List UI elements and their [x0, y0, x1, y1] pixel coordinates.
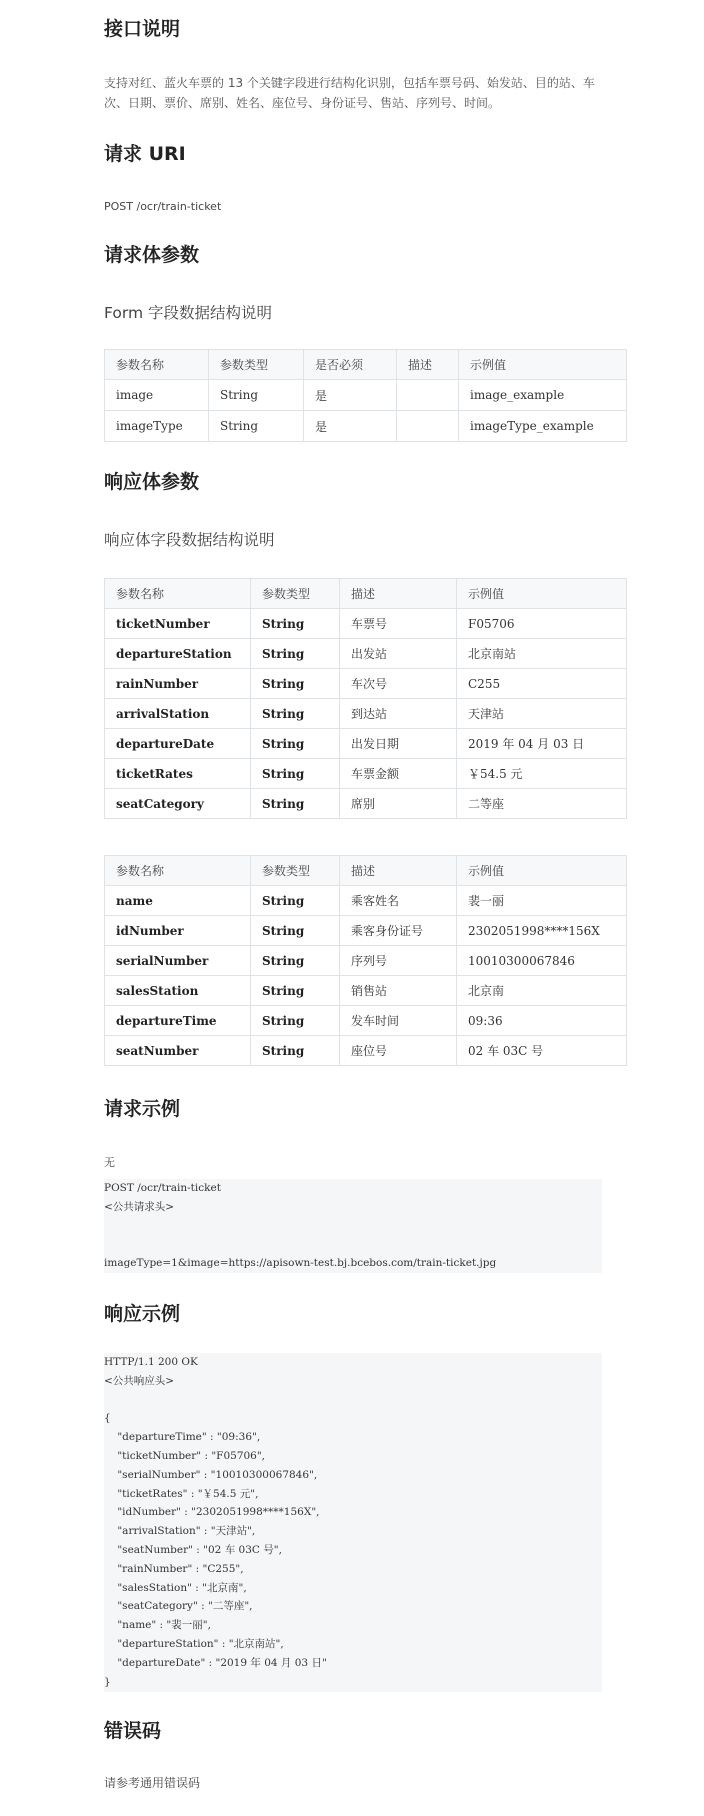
code-line: <公共请求头>	[104, 1200, 175, 1213]
header-cell: 示例值	[457, 579, 627, 609]
cell: departureDate	[105, 729, 251, 759]
cell: 乘客身份证号	[340, 916, 457, 946]
cell: 裴一丽	[457, 886, 627, 916]
code-line: "salesStation" : "北京南",	[104, 1581, 247, 1594]
table-row	[105, 380, 627, 411]
table-header-row	[105, 350, 627, 380]
code-line: HTTP/1.1 200 OK	[104, 1356, 198, 1368]
cell: C255	[457, 669, 627, 699]
code-line: POST /ocr/train-ticket	[104, 1182, 221, 1194]
error-code-description: 请参考通用错误码	[104, 1776, 201, 1790]
header-cell: 示例值	[457, 856, 627, 886]
header-cell: 参数类型	[251, 856, 340, 886]
cell: seatCategory	[105, 789, 251, 819]
cell: 席别	[340, 789, 457, 819]
cell: 座位号	[340, 1036, 457, 1066]
request-uri-value: POST /ocr/train-ticket	[104, 200, 222, 213]
cell	[397, 411, 459, 442]
cell: 北京南站	[457, 639, 627, 669]
cell: String	[251, 1036, 340, 1066]
table-row	[105, 669, 627, 699]
cell: 乘客姓名	[340, 886, 457, 916]
cell: seatNumber	[105, 1036, 251, 1066]
header-cell: 参数名称	[105, 579, 251, 609]
request-code-block	[104, 1179, 602, 1273]
cell: departureTime	[105, 1006, 251, 1036]
cell: String	[251, 976, 340, 1006]
error-code-heading: 错误码	[104, 1720, 162, 1742]
cell: String	[251, 759, 340, 789]
interface-heading: 接口说明	[104, 18, 181, 40]
table-header-row	[105, 579, 627, 609]
code-line: "departureTime" : "09:36",	[104, 1431, 261, 1444]
cell: ￥54.5 元	[457, 759, 627, 789]
cell	[397, 380, 459, 411]
cell: String	[251, 639, 340, 669]
header-cell: 描述	[397, 350, 459, 380]
interface-description: 支持对红、蓝火车票的 13 个关键字段进行结构化识别，包括车票号码、始发站、目的站、车次、日期、票价、席别、姓名、座位号、身份证号、售站、序列号、时间。	[104, 76, 595, 110]
code-line: {	[104, 1412, 111, 1425]
cell: rainNumber	[105, 669, 251, 699]
cell: name	[105, 886, 251, 916]
cell: String	[251, 699, 340, 729]
header-cell: 参数名称	[105, 856, 251, 886]
cell: String	[251, 609, 340, 639]
cell: 出发站	[340, 639, 457, 669]
code-line	[104, 1391, 602, 1410]
response-body-heading: 响应体参数	[104, 471, 200, 493]
table-row	[105, 729, 627, 759]
code-line: imageType=1&image=https://apisown-test.bj.bcebos.com/train-ticket.jpg	[104, 1257, 497, 1270]
cell: idNumber	[105, 916, 251, 946]
request-example-heading: 请求示例	[104, 1098, 181, 1120]
code-line: }	[104, 1675, 111, 1688]
response-params-table-1	[104, 578, 627, 819]
code-line: "serialNumber" : "10010300067846",	[104, 1468, 318, 1481]
cell: ticketNumber	[105, 609, 251, 639]
header-cell: 描述	[340, 579, 457, 609]
cell: F05706	[457, 609, 627, 639]
header-cell: 参数类型	[251, 579, 340, 609]
code-line: "seatNumber" : "02 车 03C 号",	[104, 1543, 282, 1556]
code-line: "arrivalStation" : "天津站",	[104, 1525, 256, 1538]
table-row	[105, 886, 627, 916]
cell: 车票金额	[340, 759, 457, 789]
code-line: "ticketRates" : "￥54.5 元",	[104, 1487, 259, 1500]
cell: String	[251, 886, 340, 916]
code-line	[104, 1235, 602, 1254]
cell: 销售站	[340, 976, 457, 1006]
header-cell: 参数类型	[209, 350, 304, 380]
cell: 02 车 03C 号	[457, 1036, 627, 1066]
table-row	[105, 411, 627, 442]
cell: image_example	[459, 380, 627, 411]
cell: String	[251, 729, 340, 759]
cell: 10010300067846	[457, 946, 627, 976]
table-row	[105, 639, 627, 669]
table-row	[105, 916, 627, 946]
code-line: "idNumber" : "2302051998****156X",	[104, 1506, 320, 1519]
cell: 2302051998****156X	[457, 916, 627, 946]
response-params-table-2	[104, 855, 627, 1066]
cell: 天津站	[457, 699, 627, 729]
table-row	[105, 759, 627, 789]
table-row	[105, 699, 627, 729]
header-cell: 参数名称	[105, 350, 209, 380]
cell: image	[105, 380, 209, 411]
table-row	[105, 1006, 627, 1036]
cell: 到达站	[340, 699, 457, 729]
cell: 车票号	[340, 609, 457, 639]
cell: 车次号	[340, 669, 457, 699]
code-line: "departureDate" : "2019 年 04 月 03 日"	[104, 1656, 327, 1669]
code-line: "rainNumber" : "C255",	[104, 1562, 244, 1575]
cell: imageType	[105, 411, 209, 442]
request-body-heading: 请求体参数	[104, 244, 200, 266]
code-line: "seatCategory" : "二等座",	[104, 1600, 253, 1613]
response-code-block	[104, 1353, 602, 1692]
cell: 序列号	[340, 946, 457, 976]
code-line: "name" : "裴一丽",	[104, 1619, 211, 1632]
cell: String	[251, 789, 340, 819]
cell: imageType_example	[459, 411, 627, 442]
cell: 发车时间	[340, 1006, 457, 1036]
cell: String	[209, 411, 304, 442]
cell: String	[251, 916, 340, 946]
table-row	[105, 789, 627, 819]
form-params-table	[104, 349, 627, 442]
form-subtitle: Form 字段数据结构说明	[104, 304, 272, 322]
request-example-none: 无	[104, 1156, 115, 1169]
cell: 是	[304, 380, 397, 411]
cell: 09:36	[457, 1006, 627, 1036]
code-line: "ticketNumber" : "F05706",	[104, 1449, 266, 1462]
response-subtitle: 响应体字段数据结构说明	[104, 531, 275, 549]
cell: serialNumber	[105, 946, 251, 976]
code-line	[104, 1217, 602, 1236]
table-row	[105, 946, 627, 976]
header-cell: 描述	[340, 856, 457, 886]
code-line: <公共响应头>	[104, 1374, 175, 1387]
table-header-row	[105, 856, 627, 886]
cell: departureStation	[105, 639, 251, 669]
cell: String	[251, 669, 340, 699]
header-cell: 示例值	[459, 350, 627, 380]
header-cell: 是否必须	[304, 350, 397, 380]
cell: 出发日期	[340, 729, 457, 759]
cell: 北京南	[457, 976, 627, 1006]
cell: ticketRates	[105, 759, 251, 789]
table-row	[105, 1036, 627, 1066]
table-row	[105, 976, 627, 1006]
cell: String	[209, 380, 304, 411]
cell: salesStation	[105, 976, 251, 1006]
cell: 二等座	[457, 789, 627, 819]
code-line: "departureStation" : "北京南站",	[104, 1637, 284, 1650]
cell: 2019 年 04 月 03 日	[457, 729, 627, 759]
cell: String	[251, 946, 340, 976]
response-example-heading: 响应示例	[104, 1303, 181, 1325]
cell: 是	[304, 411, 397, 442]
table-row	[105, 609, 627, 639]
cell: String	[251, 1006, 340, 1036]
cell: arrivalStation	[105, 699, 251, 729]
request-uri-heading: 请求 URI	[104, 143, 186, 165]
